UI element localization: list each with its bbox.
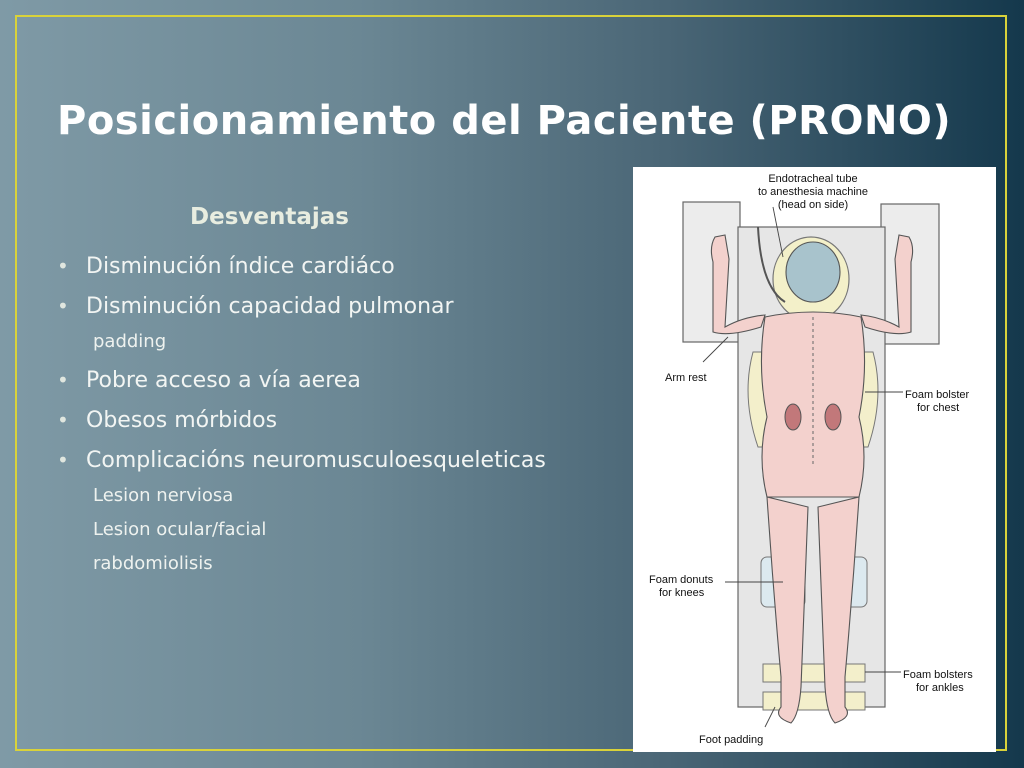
sub-bullet: Lesion ocular/facial [93, 519, 267, 540]
label-chest-2: for chest [917, 402, 960, 414]
bullet-item [57, 250, 557, 283]
label-tube-2: to anesthesia machine [757, 186, 869, 198]
kidney-left [785, 404, 801, 430]
label-arm-rest: Arm rest [665, 372, 707, 384]
sub-bullet: Lesion nerviosa [93, 485, 234, 506]
label-ankles-2: for ankles [916, 682, 964, 694]
sub-bullet: rabdomiolisis [93, 553, 213, 574]
label-tube-1: Endotracheal tube [768, 173, 858, 185]
left-arm-board [683, 202, 740, 342]
bullet-item [57, 444, 557, 477]
label-ankles-1: Foam bolsters [903, 669, 973, 681]
label-foot-padding: Foot padding [699, 734, 764, 746]
kidney-right [825, 404, 841, 430]
prone-position-illustration [633, 167, 996, 752]
bullet-marker: • [57, 408, 69, 432]
bullet-marker: • [57, 254, 69, 278]
slide-title: Posicionamiento del Paciente (PRONO) [57, 98, 952, 144]
label-chest-1: Foam bolster [905, 389, 970, 401]
bullet-text: Complicacións neuromusculoesqueleticas [86, 448, 546, 473]
bullet-text: Obesos mórbidos [86, 408, 278, 433]
label-knees-2: for knees [659, 587, 705, 599]
prone-diagram-svg [633, 167, 996, 752]
bullet-item [57, 290, 557, 323]
label-knees-1: Foam donuts [649, 574, 714, 586]
bullet-text: Disminución índice cardiáco [86, 254, 395, 279]
section-heading: Desventajas [190, 204, 349, 230]
bullet-marker: • [57, 368, 69, 392]
bullet-item [57, 404, 557, 437]
label-tube-3: (head on side) [777, 199, 849, 211]
bullet-item [57, 364, 557, 397]
bullet-list [57, 250, 557, 586]
bullet-text: Pobre acceso a vía aerea [86, 368, 361, 393]
sub-bullet: padding [93, 331, 167, 352]
bullet-marker: • [57, 448, 69, 472]
ankle-bolster [763, 664, 865, 682]
foot-padding [763, 692, 865, 710]
bullet-text: Disminución capacidad pulmonar [86, 294, 454, 319]
bullet-marker: • [57, 294, 69, 318]
